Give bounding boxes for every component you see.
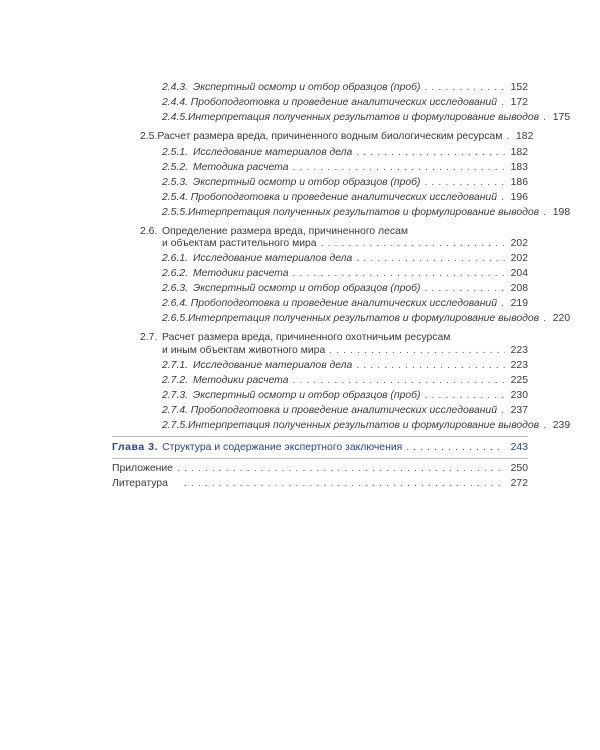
toc-entry-2-5-2[interactable]: [162, 161, 528, 175]
dot-leader: [499, 406, 505, 416]
entry-page: 182: [516, 131, 534, 142]
entry-title: Исследование материалов дела: [193, 253, 353, 264]
entry-number: 2.6.: [140, 226, 158, 237]
entry-page: 202: [510, 238, 528, 249]
entry-number: 2.7.4.: [162, 405, 188, 416]
entry-number: 2.5.4.: [162, 192, 188, 203]
entry-page: 198: [552, 207, 571, 218]
entry-title: Интерпретация полученных результатов и формулирование выводов: [188, 112, 540, 123]
toc-entry-2-6[interactable]: [162, 237, 528, 251]
entry-title: Методика расчета: [193, 162, 289, 173]
entry-title-line2: и иным объектам животного мира: [162, 345, 326, 356]
entry-title: Пробоподготовка и проведение аналитических исследований: [190, 298, 497, 309]
dot-leader: [354, 148, 505, 158]
entry-number: 2.5.3.: [162, 177, 188, 188]
entry-page: 219: [510, 298, 528, 309]
entry-title: Интерпретация полученных результатов и формулирование выводов: [188, 313, 540, 324]
entry-title: Исследование материалов дела: [193, 147, 353, 158]
entry-title: Интерпретация полученных результатов и формулирование выводов: [188, 207, 540, 218]
toc-entry-2-7-1[interactable]: [162, 359, 528, 373]
entry-number: 2.7.1.: [162, 360, 188, 371]
toc-entry-2-7-5[interactable]: [162, 419, 571, 433]
dot-leader: [504, 132, 510, 142]
dot-leader: [422, 178, 505, 188]
entry-title: Пробоподготовка и проведение аналитических исследований: [190, 192, 497, 203]
entry-title: Расчет размера вреда, причиненного водным биологическим ресурсам: [157, 131, 503, 142]
dot-leader: [499, 299, 505, 309]
entry-number: 2.7.3.: [162, 390, 188, 401]
entry-title: Исследование материалов дела: [193, 360, 353, 371]
entry-page: 225: [510, 375, 528, 386]
dot-leader: [541, 113, 547, 123]
toc-entry-2-6-3[interactable]: [162, 282, 528, 296]
entry-number: 2.5.: [140, 131, 158, 142]
toc-entry-2-6-5[interactable]: [162, 312, 571, 326]
entry-title: Пробоподготовка и проведение аналитических исследований: [190, 405, 497, 416]
entry-page: 223: [510, 345, 528, 356]
entry-page: 220: [552, 313, 571, 324]
entry-number: 2.6.2.: [162, 268, 188, 279]
dot-leader: [354, 361, 505, 371]
entry-title: Литература: [112, 478, 168, 489]
toc-entry-2-7-4[interactable]: [162, 404, 528, 418]
dot-leader: [327, 346, 505, 356]
entry-page: 237: [510, 405, 528, 416]
toc-entry-2-7-2[interactable]: [162, 374, 528, 388]
dot-leader: [175, 464, 505, 474]
entry-page: 182: [510, 147, 528, 158]
toc-entry-appendix[interactable]: [112, 462, 528, 476]
dot-leader: [354, 254, 505, 264]
toc-entry-2-5-4[interactable]: [162, 191, 528, 205]
dot-leader: [404, 443, 505, 453]
entry-title-line1: Определение размера вреда, причиненного лесам: [162, 226, 409, 237]
toc-entry-2-6-4[interactable]: [162, 297, 528, 311]
entry-page: 183: [510, 162, 528, 173]
entry-page: 239: [552, 420, 571, 431]
entry-title: Экспертный осмотр и отбор образцов (проб): [193, 177, 421, 188]
entry-page: 172: [510, 97, 528, 108]
dot-leader: [182, 479, 505, 489]
entry-number: 2.6.3.: [162, 283, 188, 294]
toc-entry-2-4-4[interactable]: [162, 96, 528, 110]
toc-entry-2-7-heading[interactable]: [140, 331, 450, 345]
entry-title: Пробоподготовка и проведение аналитических исследований: [190, 97, 497, 108]
entry-number: 2.5.1.: [162, 147, 188, 158]
dot-leader: [422, 391, 505, 401]
chapter-divider-bottom: [112, 458, 528, 459]
toc-entry-2-6-1[interactable]: [162, 252, 528, 266]
entry-number: 2.6.1.: [162, 253, 188, 264]
entry-page: 243: [510, 442, 528, 453]
dot-leader: [499, 98, 505, 108]
toc-entry-2-7-3[interactable]: [162, 389, 528, 403]
entry-title: Экспертный осмотр и отбор образцов (проб): [193, 390, 421, 401]
entry-number: 2.5.5.: [162, 207, 188, 218]
entry-title: Приложение: [112, 463, 173, 474]
dot-leader: [541, 314, 547, 324]
dot-leader: [291, 163, 506, 173]
entry-number: 2.4.4.: [162, 97, 188, 108]
toc-entry-2-5[interactable]: [140, 130, 534, 144]
dot-leader: [541, 208, 547, 218]
entry-page: 272: [510, 478, 528, 489]
toc-entry-2-5-3[interactable]: [162, 176, 528, 190]
entry-number: 2.4.5.: [162, 112, 188, 123]
entry-number: 2.6.4.: [162, 298, 188, 309]
dot-leader: [422, 83, 505, 93]
entry-title: Интерпретация полученных результатов и формулирование выводов: [188, 420, 540, 431]
entry-title: Методики расчета: [193, 268, 289, 279]
dot-leader: [422, 284, 505, 294]
entry-title-line1: Расчет размера вреда, причиненного охотничьим ресурсам: [162, 332, 451, 343]
entry-title-line2: и объектам растительного мира: [162, 238, 317, 249]
dot-leader: [291, 376, 506, 386]
entry-page: 230: [510, 390, 528, 401]
toc-entry-2-6-2[interactable]: [162, 267, 528, 281]
entry-page: 223: [510, 360, 528, 371]
entry-title: Структура и содержание экспертного заключения: [162, 442, 403, 453]
toc-entry-2-5-1[interactable]: [162, 146, 528, 160]
toc-entry-2-7[interactable]: [162, 344, 528, 358]
toc-entry-2-5-5[interactable]: [162, 206, 571, 220]
dot-leader: [291, 269, 506, 279]
entry-page: 196: [510, 192, 528, 203]
dot-leader: [319, 239, 505, 249]
entry-page: 208: [510, 283, 528, 294]
toc-entry-chapter-3[interactable]: [112, 441, 528, 455]
entry-page: 250: [510, 463, 528, 474]
dot-leader: [541, 421, 547, 431]
entry-page: 175: [552, 112, 571, 123]
toc-entry-2-4-3[interactable]: [162, 81, 528, 95]
entry-number: 2.7.2.: [162, 375, 188, 386]
entry-number: 2.4.3.: [162, 82, 188, 93]
entry-page: 204: [510, 268, 528, 279]
entry-title: Методики расчета: [193, 375, 289, 386]
dot-leader: [499, 193, 505, 203]
entry-title: Экспертный осмотр и отбор образцов (проб): [193, 283, 421, 294]
entry-page: 202: [510, 253, 528, 264]
chapter-divider-top: [112, 436, 528, 437]
entry-page: 186: [510, 177, 528, 188]
entry-number: 2.7.5.: [162, 420, 188, 431]
chapter-label: Глава 3.: [112, 442, 159, 453]
toc-entry-2-4-5[interactable]: [162, 111, 571, 125]
entry-number: 2.5.2.: [162, 162, 188, 173]
toc-entry-literature[interactable]: [112, 477, 528, 491]
entry-title: Экспертный осмотр и отбор образцов (проб): [193, 82, 421, 93]
entry-number: 2.6.5.: [162, 313, 188, 324]
entry-page: 152: [510, 82, 528, 93]
entry-number: 2.7.: [140, 332, 158, 343]
